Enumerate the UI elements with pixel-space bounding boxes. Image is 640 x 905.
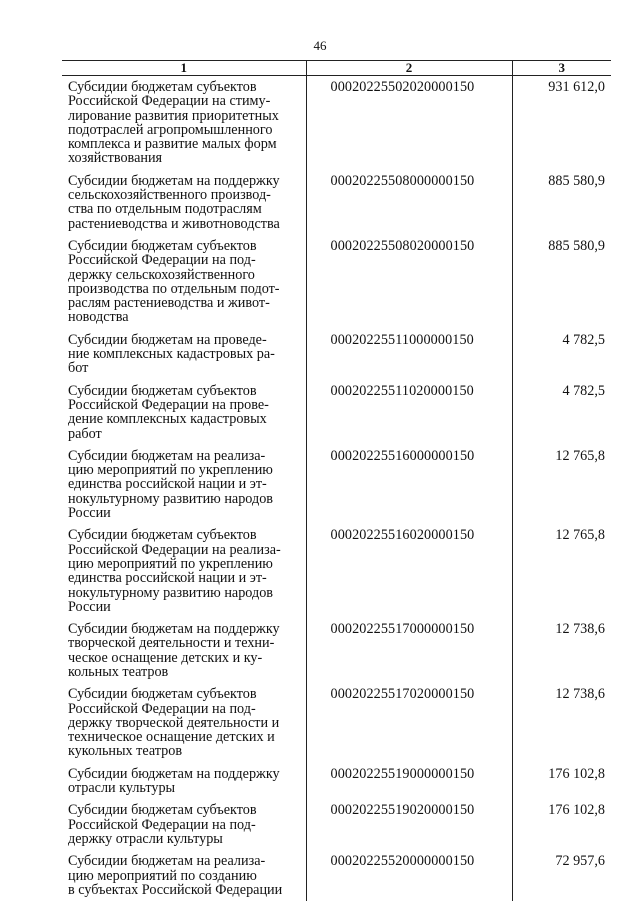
table-row [62, 76, 611, 170]
row-description [62, 235, 306, 329]
table-row [62, 445, 611, 524]
table-row [62, 850, 611, 901]
description-line: Субсидии бюджетам на поддержку [68, 172, 280, 189]
description-line: Субсидии бюджетам субъектов [68, 237, 257, 254]
description-line: сельскохозяйственного производ- [68, 187, 271, 204]
row-code: 00020225517020000150 [306, 683, 512, 762]
column-header-amount: 3 [512, 61, 611, 76]
description-line: нокультурному развитию народов [68, 490, 273, 507]
description-line: Российской Федерации на прове- [68, 396, 269, 413]
description-line: хозяйствования [68, 150, 163, 167]
description-line: цию мероприятий по укреплению [68, 555, 273, 572]
row-code: 00020225519020000150 [306, 799, 512, 850]
description-line: техническое оснащение детских и [68, 729, 275, 746]
row-description [62, 380, 306, 445]
row-code: 00020225508000000150 [306, 170, 512, 235]
description-line: России [68, 598, 111, 615]
row-amount: 885 580,9 [512, 170, 611, 235]
description-line: Российской Федерации на под- [68, 816, 256, 833]
description-line: подотраслей агропромышленного [68, 121, 273, 138]
row-code: 00020225520000000150 [306, 850, 512, 901]
description-line: держку творческой деятельности и [68, 714, 280, 731]
description-line: Российской Федерации на под- [68, 252, 256, 269]
description-line: раслям растениеводства и живот- [68, 295, 270, 312]
row-amount: 4 782,5 [512, 380, 611, 445]
column-header-name: 1 [62, 61, 306, 76]
row-description [62, 683, 306, 762]
row-code: 00020225516000000150 [306, 445, 512, 524]
description-line: Субсидии бюджетам субъектов [68, 79, 257, 95]
description-line: Субсидии бюджетам на поддержку [68, 765, 280, 782]
row-code: 00020225511020000150 [306, 380, 512, 445]
description-line: ческое оснащение детских и ку- [68, 649, 263, 666]
row-amount: 176 102,8 [512, 799, 611, 850]
description-line: Субсидии бюджетам на реализа- [68, 853, 266, 870]
row-description [62, 799, 306, 850]
description-line: творческой деятельности и техни- [68, 635, 275, 652]
description-line: Российской Федерации на реализа- [68, 541, 281, 558]
budget-table [62, 60, 611, 901]
description-line: Субсидии бюджетам на проведе- [68, 331, 267, 348]
description-line: цию мероприятий по созданию [68, 867, 257, 884]
description-line: России [68, 505, 111, 522]
description-line: кольных театров [68, 663, 169, 680]
description-line: работ [68, 425, 102, 442]
table-row [62, 683, 611, 762]
row-amount: 4 782,5 [512, 329, 611, 380]
page-number: 46 [313, 38, 327, 53]
row-description [62, 329, 306, 380]
header-row [62, 61, 611, 76]
row-amount: 176 102,8 [512, 763, 611, 800]
row-code: 00020225517000000150 [306, 618, 512, 683]
description-line: дение комплексных кадастровых [68, 411, 267, 428]
row-description [62, 618, 306, 683]
row-description [62, 170, 306, 235]
description-line: Субсидии бюджетам субъектов [68, 382, 257, 399]
description-line: кукольных театров [68, 743, 183, 760]
row-amount: 885 580,9 [512, 235, 611, 329]
row-description [62, 850, 306, 901]
description-line: Субсидии бюджетам субъектов [68, 686, 257, 703]
row-code: 00020225502020000150 [306, 76, 512, 170]
row-description [62, 76, 306, 170]
description-line: лирование развития приоритетных [68, 107, 279, 124]
row-description [62, 524, 306, 618]
description-line: ние комплексных кадастровых ра- [68, 346, 275, 363]
description-line: растениеводства и животноводства [68, 215, 280, 232]
description-line: в субъектах Российской Федерации [68, 881, 283, 898]
row-amount: 12 765,8 [512, 445, 611, 524]
table-header [62, 61, 611, 76]
description-line: держку отрасли культуры [68, 830, 223, 847]
table-body [62, 76, 611, 902]
table-row [62, 170, 611, 235]
description-line: новодства [68, 309, 129, 326]
description-line: Субсидии бюджетам субъектов [68, 802, 257, 819]
row-amount: 931 612,0 [512, 76, 611, 170]
row-code: 00020225508020000150 [306, 235, 512, 329]
description-line: единства российской нации и эт- [68, 476, 267, 493]
description-line: Субсидии бюджетам субъектов [68, 527, 257, 544]
table-row [62, 763, 611, 800]
row-amount: 72 957,6 [512, 850, 611, 901]
table-row [62, 380, 611, 445]
description-line: ства по отдельным подотраслям [68, 201, 262, 218]
description-line: Субсидии бюджетам на реализа- [68, 447, 266, 464]
description-line: Российской Федерации на под- [68, 700, 256, 717]
description-line: Российской Федерации на стиму- [68, 93, 271, 110]
table-row [62, 618, 611, 683]
description-line: производства по отдельным подот- [68, 280, 280, 297]
description-line: единства российской нации и эт- [68, 570, 267, 587]
table-row [62, 329, 611, 380]
table-row [62, 799, 611, 850]
description-line: отрасли культуры [68, 780, 176, 797]
row-description [62, 763, 306, 800]
row-code: 00020225516020000150 [306, 524, 512, 618]
description-line: комплекса и развитие малых форм [68, 136, 277, 153]
row-code: 00020225511000000150 [306, 329, 512, 380]
row-amount: 12 765,8 [512, 524, 611, 618]
column-header-code: 2 [306, 61, 512, 76]
row-amount: 12 738,6 [512, 683, 611, 762]
description-line: цию мероприятий по укреплению [68, 462, 273, 479]
description-line: держку сельскохозяйственного [68, 266, 255, 283]
table-row [62, 235, 611, 329]
table-row [62, 524, 611, 618]
description-line: нокультурному развитию народов [68, 584, 273, 601]
description-line: Субсидии бюджетам на поддержку [68, 621, 280, 638]
row-description [62, 445, 306, 524]
row-code: 00020225519000000150 [306, 763, 512, 800]
description-line: бот [68, 360, 89, 377]
row-amount: 12 738,6 [512, 618, 611, 683]
